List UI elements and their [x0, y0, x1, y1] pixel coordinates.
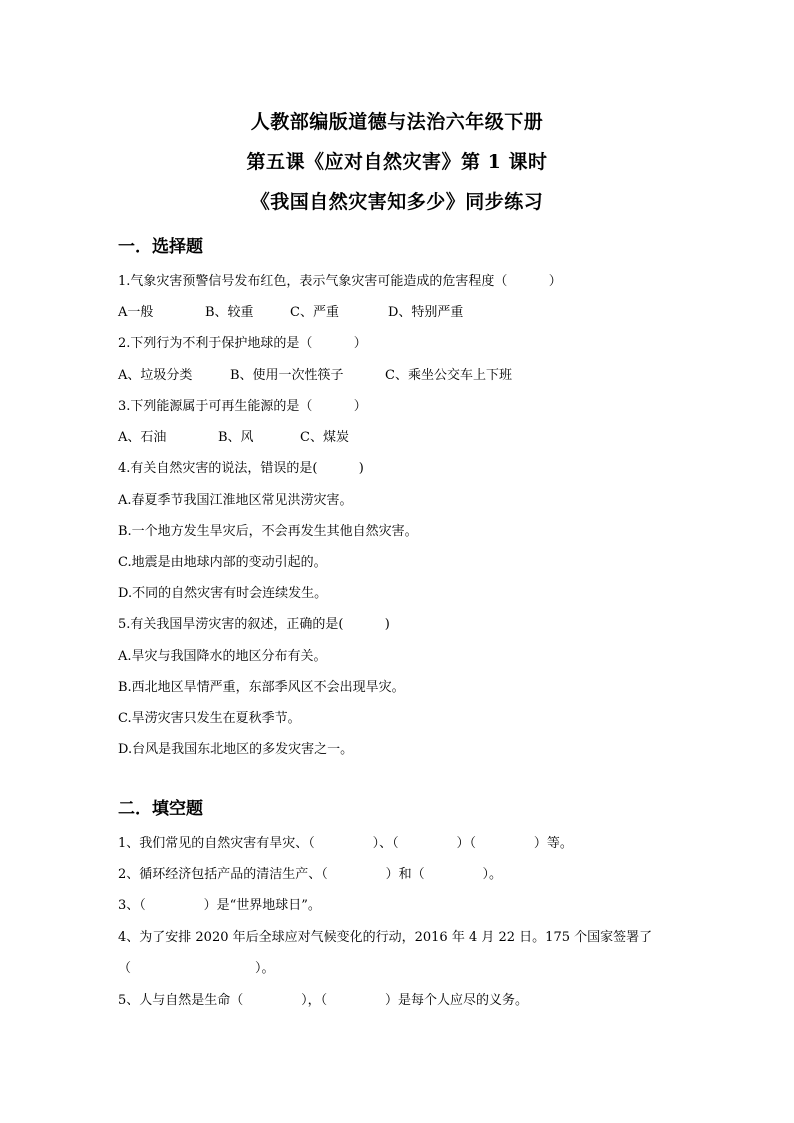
document-title: 人教部编版道德与法治六年级下册 [250, 111, 544, 133]
question-4-stem: 4.有关自然灾害的说法，错误的是( ) [118, 461, 364, 476]
q5-option-d: D.台风是我国东北地区的多发灾害之一。 [118, 742, 354, 757]
q1-option-c: C、严重 [290, 305, 339, 320]
question-3-stem: 3.下列能源属于可再生能源的是（ ） [118, 399, 367, 414]
fill-question-4: 4、为了安排 2020 年后全球应对气候变化的行动，2016 年 4 月 22 日。175 个国家签署了 [118, 930, 653, 945]
lesson-title: 第五课《应对自然灾害》第 1 课时 [246, 151, 548, 173]
fill-question-4-blank: （ ）。 [118, 961, 275, 976]
q5-option-b: B.西北地区旱情严重，东部季风区不会出现旱灾。 [118, 680, 405, 695]
q2-option-c: C、乘坐公交车上下班 [385, 368, 512, 383]
section-heading-fill: 二．填空题 [118, 799, 203, 819]
q4-option-c: C.地震是由地球内部的变动引起的。 [118, 555, 327, 570]
q3-option-b: B、风 [218, 430, 254, 445]
q2-option-a: A、垃圾分类 [118, 368, 193, 383]
fill-question-1: 1、我们常见的自然灾害有旱灾、（ ）、（ ）（ ）等。 [118, 836, 573, 851]
fill-question-2: 2、循环经济包括产品的清洁生产、（ ）和（ ）。 [118, 867, 502, 882]
q3-option-a: A、石油 [118, 430, 167, 445]
q1-option-b: B、较重 [205, 305, 254, 320]
q2-option-b: B、使用一次性筷子 [230, 368, 344, 383]
question-5-stem: 5.有关我国旱涝灾害的叙述，正确的是( ) [118, 617, 390, 632]
exercise-title: 《我国自然灾害知多少》同步练习 [250, 191, 544, 213]
q1-option-a: A一般 [118, 305, 154, 320]
question-2-stem: 2.下列行为不利于保护地球的是（ ） [118, 336, 367, 351]
q4-option-a: A.春夏季节我国江淮地区常见洪涝灾害。 [118, 493, 353, 508]
q4-option-d: D.不同的自然灾害有时会连续发生。 [118, 586, 328, 601]
question-1-stem: 1.气象灾害预警信号发布红色，表示气象灾害可能造成的危害程度（ ） [118, 274, 562, 289]
q5-option-a: A.旱灾与我国降水的地区分布有关。 [118, 649, 327, 664]
q5-option-c: C.旱涝灾害只发生在夏秋季节。 [118, 711, 301, 726]
q3-option-c: C、煤炭 [300, 430, 349, 445]
fill-question-5: 5、人与自然是生命（ ），（ ）是每个人应尽的义务。 [118, 993, 528, 1008]
section-heading-choice: 一．选择题 [118, 237, 203, 257]
q4-option-b: B.一个地方发生旱灾后，不会再发生其他自然灾害。 [118, 524, 418, 539]
q1-option-d: D、特别严重 [388, 305, 464, 320]
fill-question-3: 3、（ ）是“世界地球日”。 [118, 898, 321, 913]
